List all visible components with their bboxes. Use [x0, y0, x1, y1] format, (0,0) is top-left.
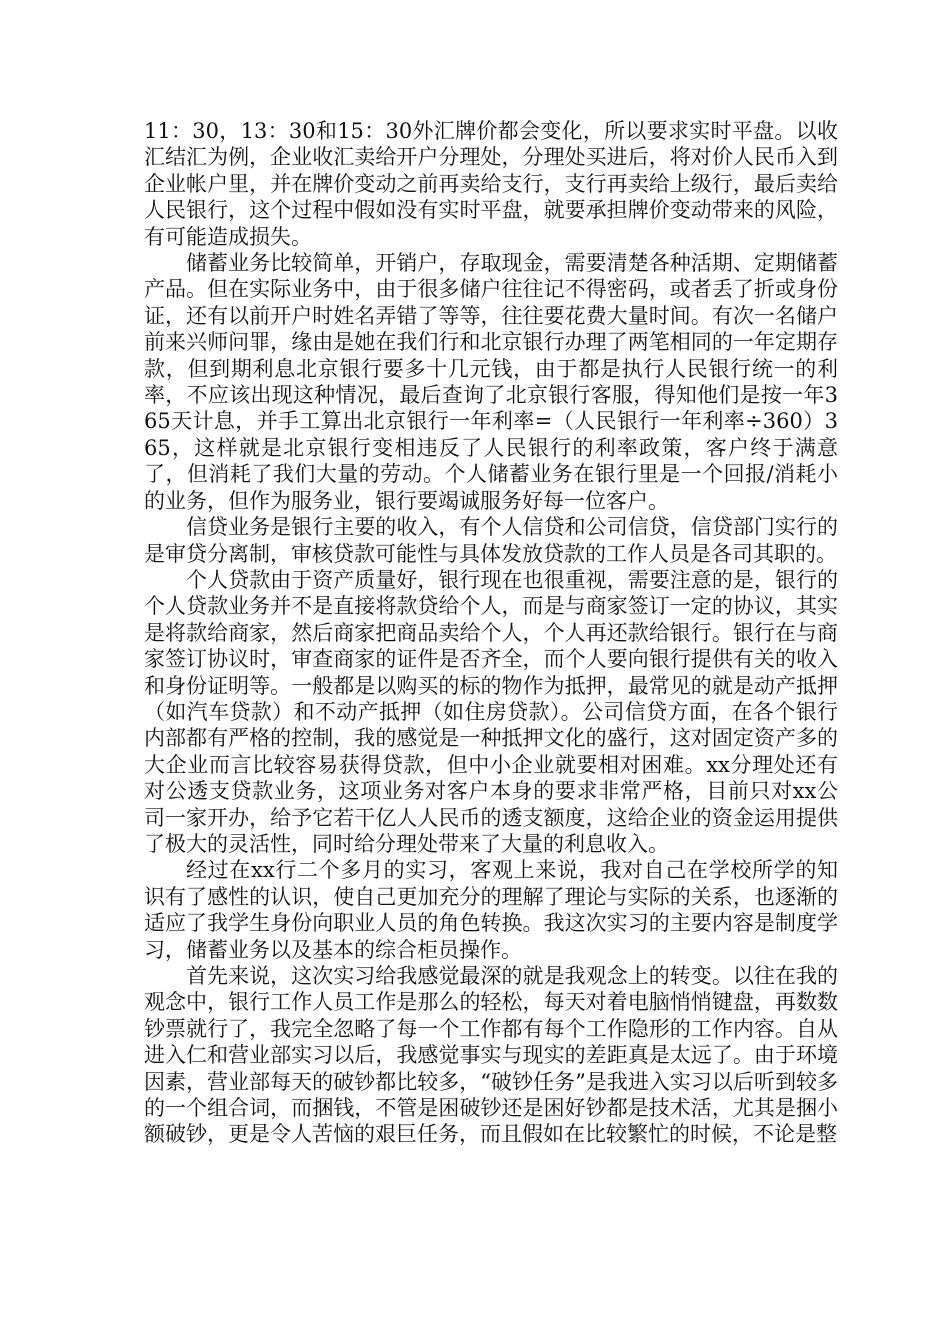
- paragraph-mindset-change: 首先来说，这次实习给我感觉最深的就是我观念上的转变。以往在我的观念中，银行工作人员工作是那么的轻松，每天对着电脑悄悄键盘，再数数钞票就行了，我完全忽略了每一个工作都有每个工作隐形的工作内容。自从进入仁和营业部实习以后，我感觉事实与现实的差距真是太远了。由于环境因素，营业部每天的破钞都比较多，“破钞任务”是我进入实习以后听到较多的一个组合词，而捆钱，不管是困破钞还是困好钞都是技术活，尤其是捆小额破钞，更是令人苦恼的艰巨任务，而且假如在比较繁忙的时候，不论是整: [144, 964, 838, 1147]
- paragraph-personal-loans: 个人贷款由于资产质量好，银行现在也很重视，需要注意的是，银行的个人贷款业务并不是直接将款贷给个人，而是与商家签订一定的协议，其实是将款给商家，然后商家把商品卖给个人，个人再还款给银行。银行在与商家签订协议时，审查商家的证件是否齐全，而个人要向银行提供有关的收入和身份证明等。一般都是以购买的标的物作为抵押，最常见的就是动产抵押（如汽车贷款）和不动产抵押（如住房贷款）。公司信贷方面，在各个银行内部都有严格的控制，我的感觉是一种抵押文化的盛行，这对固定资产多的大企业而言比较容易获得贷款，但中小企业就要相对困难。xx分理处还有对公透支贷款业务，这项业务对客户本身的要求非常严格，目前只对xx公司一家开办，给予它若干亿人人民币的透支额度，这给企业的资金运用提供了极大的灵活性，同时给分理处带来了大量的利息收入。: [144, 567, 838, 856]
- document-body: [144, 118, 838, 1148]
- paragraph-internship-summary: 经过在xx行二个多月的实习，客观上来说，我对自己在学校所学的知识有了感性的认识，使自己更加充分的理解了理论与实际的关系，也逐渐的适应了我学生身份向职业人员的角色转换。我这次实习的主要内容是制度学习，储蓄业务以及基本的综合柜员操作。: [144, 858, 838, 962]
- paragraph-savings-business: 储蓄业务比较简单，开销户，存取现金，需要清楚各种活期、定期储蓄产品。但在实际业务中，由于很多储户往往记不得密码，或者丢了折或身份证，还有以前开户时姓名弄错了等等，往往要花费大量时间。有次一名储户前来兴师问罪，缘由是她在我们行和北京银行办理了两笔相同的一年定期存款，但到期利息北京银行要多十几元钱，由于都是执行人民银行统一的利率，不应该出现这种情况，最后查询了北京银行客服，得知他们是按一年365天计息，并手工算出北京银行一年利率=（人民银行一年利率÷360）365，这样就是北京银行变相违反了人民银行的利率政策，客户终于满意了，但消耗了我们大量的劳动。个人储蓄业务在银行里是一个回报/消耗小的业务，但作为服务业，银行要竭诚服务好每一位客户。: [144, 251, 838, 513]
- paragraph-forex-settlement: 11：30，13：30和15：30外汇牌价都会变化，所以要求实时平盘。以收汇结汇为例，企业收汇卖给开户分理处，分理处买进后，将对价人民币入到企业帐户里，并在牌价变动之前再卖给支行，支行再卖给上级行，最后卖给人民银行，这个过程中假如没有实时平盘，就要承担牌价变动带来的风险，有可能造成损失。: [144, 119, 838, 249]
- paragraph-credit-business: 信贷业务是银行主要的收入，有个人信贷和公司信贷，信贷部门实行的是审贷分离制，审核贷款可能性与具体发放贷款的工作人员是各司其职的。: [144, 515, 838, 566]
